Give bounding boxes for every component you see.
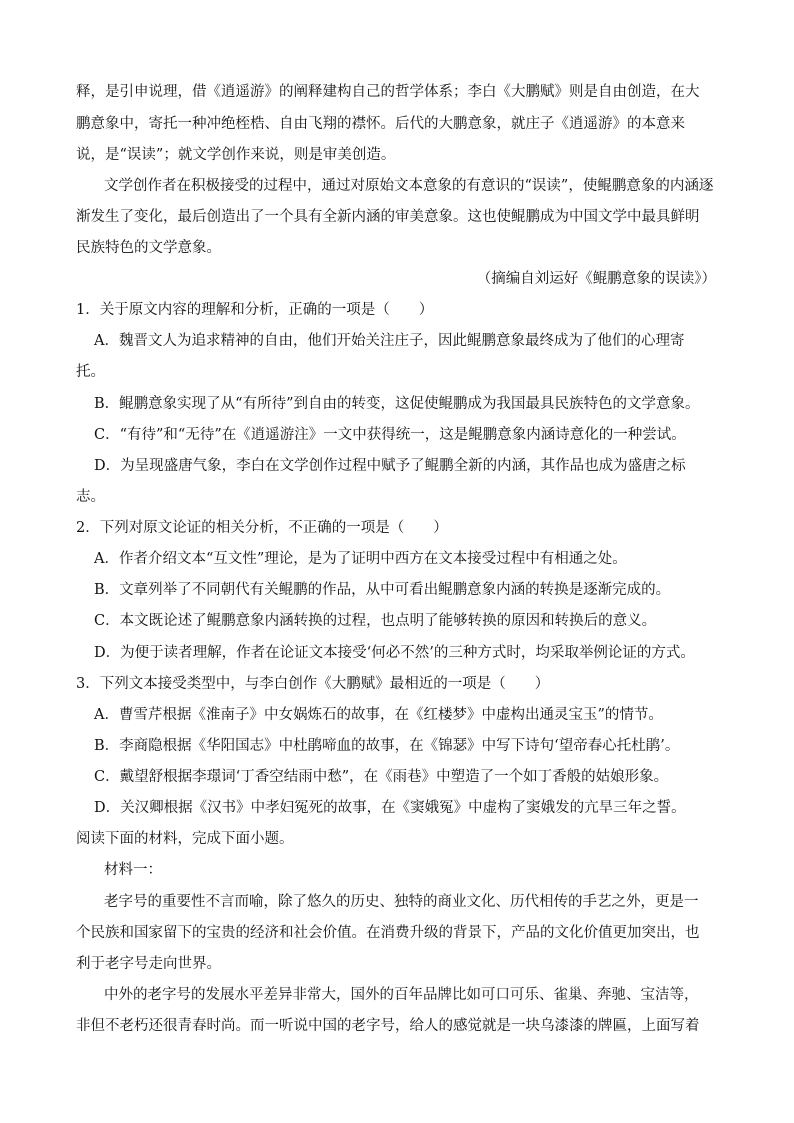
option-c[interactable]: C．“有待”和“无待”在《逍遥游注》一文中获得统一，这是鲲鹏意象内涵诗意化的一种尝试。	[94, 427, 686, 443]
option-d[interactable]: D．关汉卿根据《汉书》中孝妇冤死的故事，在《窦娥冤》中虚构了窦娥发的亢旱三年之誓。	[94, 800, 686, 816]
material-heading: 材料一：	[104, 862, 162, 878]
option-d[interactable]: D．为便于读者理解，作者在论证文本接受‘何必不然’的三种方式时，均采取举例论证的方式。	[94, 645, 695, 661]
passage-line: 鹏意象中，寄托一种冲绝桎梏、自由飞翔的襟怀。后代的大鹏意象，就庄子《逍遥游》的本意来	[76, 116, 685, 132]
option-b[interactable]: B．鲲鹏意象实现了从“有所待”到自由的转变，这促使鲲鹏成为我国最具民族特色的文学意象。	[94, 396, 700, 412]
passage-line: 民族特色的文学意象。	[76, 240, 221, 256]
option-a[interactable]: A．魏晋文人为追求精神的自由，他们开始关注庄子，因此鲲鹏意象最终成为了他们的心理寄	[94, 333, 685, 349]
passage-line: 释，是引申说理，借《逍遥游》的阐释建构自己的哲学体系；李白《大鹏赋》则是自由创造，在大	[76, 84, 700, 100]
passage-line: 渐发生了变化，最后创造出了一个具有全新内涵的审美意象。这也使鲲鹏成为中国文学中最具鲜明	[76, 209, 700, 225]
passage-line: 文学创作者在积极接受的过程中，通过对原始文本意象的有意识的“误读”，使鲲鹏意象的内涵逐	[104, 178, 714, 194]
reading-instruction: 阅读下面的材料，完成下面小题。	[76, 831, 294, 847]
option-b[interactable]: B．文章列举了不同朝代有关鲲鹏的作品，从中可看出鲲鹏意象内涵的转换是逐渐完成的。	[94, 582, 671, 598]
option-b[interactable]: B．李商隐根据《华阳国志》中杜鹃啼血的故事，在《锦瑟》中写下诗句‘望帝春心托杜鹃’。	[94, 738, 680, 754]
option-a-continued: 托。	[76, 364, 105, 380]
passage-source: （摘编自刘运好《鲲鹏意象的误读》）	[476, 271, 716, 287]
question-stem: 1．关于原文内容的理解和分析，正确的一项是（ ）	[76, 302, 434, 318]
material-line: 中外的老字号的发展水平差异非常大，国外的百年品牌比如可口可乐、雀巢、奔驰、宝洁等，	[104, 987, 699, 1003]
material-line: 非但不老朽还很青春时尚。而一听说中国的老字号，给人的感觉就是一块乌漆漆的牌匾，上面写着	[76, 1018, 700, 1034]
option-a[interactable]: A．作者介绍文本“互文性”理论，是为了证明中西方在文本接受过程中有相通之处。	[94, 551, 627, 567]
option-d-continued: 志。	[76, 489, 105, 505]
material-line: 个民族和国家留下的宝贵的经济和社会价值。在消费升级的背景下，产品的文化价值更加突出，也	[76, 925, 700, 941]
question-stem: 2．下列对原文论证的相关分析，不正确的一项是（ ）	[76, 520, 448, 536]
option-c[interactable]: C．戴望舒根据李璟词‘丁香空结雨中愁”，在《雨巷》中塑造了一个如丁香般的姑娘形象。	[94, 769, 669, 785]
option-a[interactable]: A．曹雪芹根据《淮南子》中女娲炼石的故事，在《红楼梦》中虚构出通灵宝玉”的情节。	[94, 707, 663, 723]
option-c[interactable]: C．本文既论述了鲲鹏意象内涵转换的过程，也点明了能够转换的原因和转换后的意义。	[94, 613, 657, 629]
material-line: 利于老字号走向世界。	[76, 956, 221, 972]
option-d[interactable]: D．为呈现盛唐气象，李白在文学创作过程中赋予了鲲鹏全新的内涵，其作品也成为盛唐之标	[94, 458, 686, 474]
question-stem: 3．下列文本接受类型中，与李白创作《大鹏赋》最相近的一项是（ ）	[76, 676, 550, 692]
passage-line: 说，是“误读”；就文学创作来说，则是审美创造。	[76, 147, 396, 163]
material-line: 老字号的重要性不言而喻，除了悠久的历史、独特的商业文化、历代相传的手艺之外，更是一	[104, 894, 699, 910]
